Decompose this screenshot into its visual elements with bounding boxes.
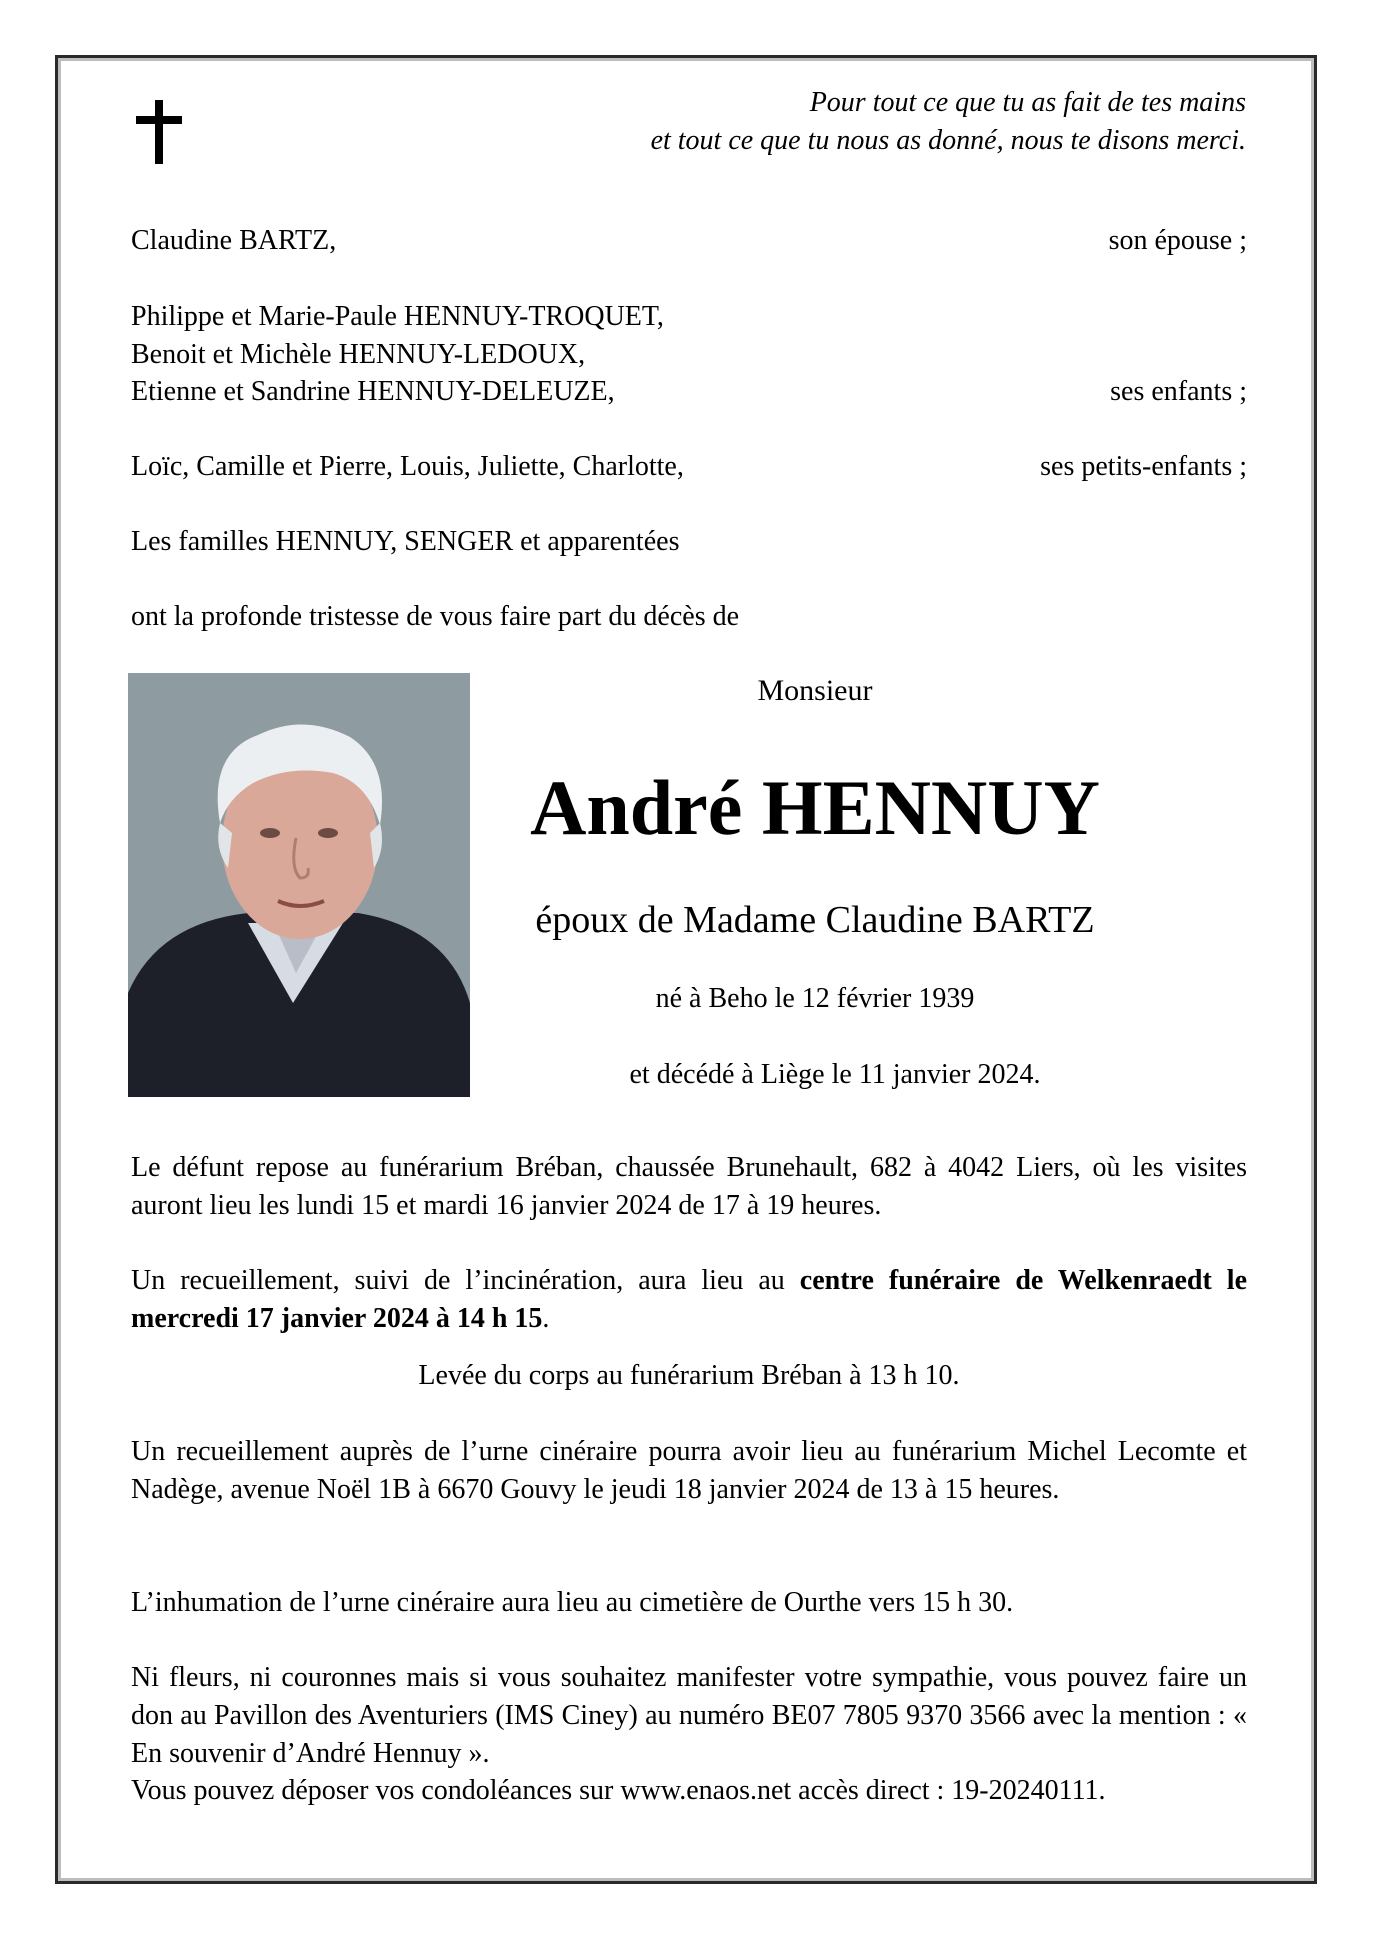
ceremony-text-end: . [542,1303,550,1334]
ceremony-paragraph [131,1262,1247,1338]
burial-paragraph: L’inhumation de l’urne cinéraire aura lieu au cimetière de Ourthe vers 15 h 30. [131,1587,1014,1618]
birth-info: né à Beho le 12 février 1939 [655,983,975,1014]
grandchildren-role: ses petits-enfants ; [1040,451,1247,482]
epigraph-line-1: Pour tout ce que tu as fait de tes mains [809,87,1246,118]
urn-paragraph: Un recueillement auprès de l’urne cinéraire pourra avoir lieu au funérarium Michel Lecomte et Nadège, avenue Noël 1B à 6670 Gouvy le jeudi 18 janvier 2024 de 13 à 15 heures. [131,1436,1247,1505]
deceased-spouse: époux de Madame Claudine BARTZ [535,899,1095,941]
epigraph-line-2: et tout ce que tu nous as donné, nous te disons merci. [650,125,1246,156]
deceased-title: Monsieur [757,674,873,707]
portrait-illustration [128,673,470,1097]
condolences-paragraph: Vous pouvez déposer vos condoléances sur www.enaos.net accès direct : 19-20240111. [131,1775,1106,1806]
epigraph [346,84,1246,160]
ceremony-text-bold: centre funéraire de Welkenraedt le mercredi 17 janvier 2024 à 14 h 15 [131,1265,1247,1334]
donation-paragraph: Ni fleurs, ni couronnes mais si vous souhaitez manifester votre sympathie, vous pouvez faire un don au Pavillon des Aventuriers (IMS Ciney) au numéro BE07 7805 9370 3566 avec la mention : « En souvenir d’André Hennuy ». [131,1662,1247,1769]
families-row: Les familles HENNUY, SENGER et apparentées [131,526,680,557]
ceremony-text-start: Un recueillement, suivi de l’incinération, aura lieu au [131,1265,800,1296]
grandchildren-names: Loïc, Camille et Pierre, Louis, Juliette, Charlotte, [131,451,684,482]
spouse-name: Claudine BARTZ, [131,225,337,256]
cross-icon [136,100,182,164]
death-info: et décédé à Liège le 11 janvier 2024. [629,1059,1041,1090]
deceased-name: André HENNUY [530,764,1100,851]
children-role: ses enfants ; [1110,376,1247,407]
child-row-2: Benoit et Michèle HENNUY-LEDOUX, [131,339,586,370]
child-row-3 [131,373,1247,411]
portrait-photo [128,673,470,1097]
child-row-1: Philippe et Marie-Paule HENNUY-TROQUET, [131,301,664,332]
levee-line: Levée du corps au funérarium Bréban à 13 h 10. [418,1360,960,1391]
announcement-row: ont la profonde tristesse de vous faire part du décès de [131,601,740,632]
visitation-paragraph: Le défunt repose au funérarium Bréban, chaussée Brunehault, 682 à 4042 Liers, où les visites auront lieu les lundi 15 et mardi 16 janvier 2024 de 17 à 19 heures. [131,1152,1247,1221]
grandchildren-row [131,448,1247,486]
spouse-role: son épouse ; [1108,225,1247,256]
family-spouse-row [131,222,1247,260]
child-name-3: Etienne et Sandrine HENNUY-DELEUZE, [131,376,615,407]
